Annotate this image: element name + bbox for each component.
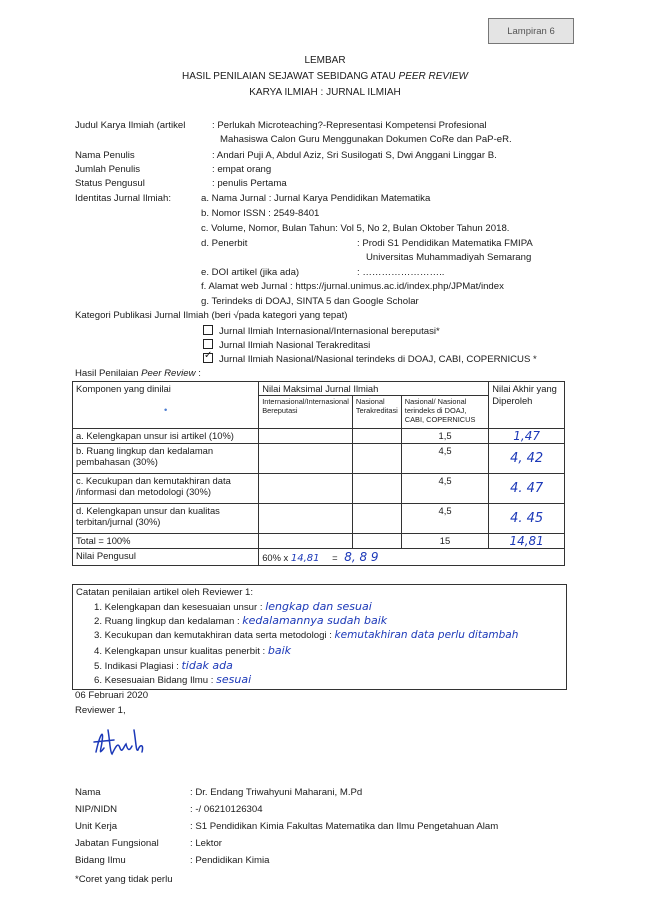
judul-label: Judul Karya Ilmiah (artikel [75,120,186,131]
title-line-3: KARYA ILMIAH : JURNAL ILMIAH [249,87,401,98]
catatan-item-1: 1. Kelengkapan dan kesesuaian unsur : lengkap dan sesuai [94,600,372,613]
nip-label: NIP/NIDN [75,804,118,815]
jabatan-label: Jabatan Fungsional [75,838,159,849]
lampiran-stamp: Lampiran 6 [488,18,574,44]
nip-value: : -/ 06210126304 [190,804,263,815]
signature-image [90,722,160,762]
checkbox-icon[interactable] [203,325,213,335]
header-nilai-akhir: Nilai Akhir yang Diperoleh [489,382,565,429]
penulis-value: : Andari Puji A, Abdul Aziz, Sri Susilogati S, Dwi Anggani Linggar B. [212,150,497,161]
header-komponen: Komponen yang dinilai • [73,382,259,429]
table-row: c. Kecukupan dan kemutakhiran data /informasi dan metodologi (30%) 4,5 4. 47 [73,474,565,504]
nama-label: Nama [75,787,101,798]
status-value: : penulis Pertama [212,178,287,189]
catatan-heading: Catatan penilaian artikel oleh Reviewer 1: [76,587,254,598]
judul-value-2: Mahasiswa Calon Guru Menggunakan Dokumen CoRe dan PaP-eR. [220,134,512,145]
table-row: b. Ruang lingkup dan kedalaman pembahasan (30%) 4,5 4, 42 [73,444,565,474]
judul-value-1: : Perlukah Microteaching?-Representasi Kompetensi Profesional [212,120,487,131]
footnote: *Coret yang tidak perlu [75,874,173,885]
catatan-item-5: 5. Indikasi Plagiasi : tidak ada [94,659,233,672]
penilaian-table [72,381,565,566]
catatan-item-4: 4. Kelengkapan unsur kualitas penerbit : baik [94,644,292,657]
bidang-value: : Pendidikan Kimia [190,855,270,866]
unit-value: : S1 Pendidikan Kimia Fakultas Matematika dan Ilmu Pengetahuan Alam [190,821,499,832]
title-line-2: HASIL PENILAIAN SEJAWAT SEBIDANG ATAU PEER REVIEW [181,71,468,82]
jurnal-d-value-1: : Prodi S1 Pendidikan Matematika FMIPA [357,238,533,249]
hasil-label: Hasil Penilaian Peer Review : [75,368,201,379]
date: 06 Februari 2020 [75,690,149,701]
bidang-label: Bidang Ilmu [75,855,126,866]
header-nilai-maksimal: Nilai Maksimal Jurnal Ilmiah [259,382,489,396]
table-row: a. Kelengkapan unsur isi artikel (10%) 1,5 1,47 [73,429,565,444]
jurnal-d-value-2: Universitas Muhammadiyah Semarang [366,252,532,263]
reviewer-label: Reviewer 1, [75,705,126,716]
jurnal-c: c. Volume, Nomor, Bulan Tahun: Vol 5, No 2, Bulan Oktober Tahun 2018. [201,223,510,234]
checked-checkbox-icon[interactable] [203,353,213,363]
title-line-1: LEMBAR [304,55,346,66]
table-row: d. Kelengkapan unsur dan kualitas terbitan/jurnal (30%) 4,5 4. 45 [73,504,565,534]
catatan-item-6: 6. Kesesuaian Bidang Ilmu : sesuai [94,673,252,686]
kategori-label: Kategori Publikasi Jurnal Ilmiah (beri √pada kategori yang tepat) [75,310,348,321]
jabatan-value: : Lektor [190,838,222,849]
catatan-item-2: 2. Ruang lingkup dan kedalaman : kedalamannya sudah baik [94,614,388,627]
header-nasional-terakreditasi: Nasional Terakreditasi [352,396,401,429]
jurnal-b: b. Nomor ISSN : 2549-8401 [201,208,320,219]
header-nasional-terindeks: Nasional/ Nasional terindeks di DOAJ, CABI, COPERNICUS [401,396,488,429]
status-label: Status Pengusul [75,178,145,189]
total-row: Total = 100% 15 14,81 [73,534,565,549]
jurnal-e-label: e. DOI artikel (jika ada) [201,267,300,278]
penulis-label: Nama Penulis [75,150,135,161]
kategori-option-1: Jurnal Ilmiah Internasional/Internasional bereputasi* [203,325,440,337]
kategori-option-3: ✓Jurnal Ilmiah Nasional/Nasional terindeks di DOAJ, CABI, COPERNICUS * [203,353,537,365]
kategori-option-2: Jurnal Ilmiah Nasional Terakreditasi [203,339,370,351]
jumlah-label: Jumlah Penulis [75,164,141,175]
header-internasional: Internasional/Internasional Bereputasi [259,396,353,429]
jurnal-d-label: d. Penerbit [201,238,248,249]
jurnal-g: g. Terindeks di DOAJ, SINTA 5 dan Google Scholar [201,296,419,307]
unit-label: Unit Kerja [75,821,118,832]
jurnal-e-value: : …………………….. [357,267,445,278]
pengusul-row: Nilai Pengusul 60% x 14,81 = 8, 8 9 [73,549,565,566]
checkbox-icon[interactable] [203,339,213,349]
jurnal-f: f. Alamat web Jurnal : https://jurnal.unimus.ac.id/index.php/JPMat/index [201,281,504,292]
catatan-item-3: 3. Kecukupan dan kemutakhiran data serta metodologi : kemutakhiran data perlu ditambah [94,629,519,641]
nama-value: : Dr. Endang Triwahyuni Maharani, M.Pd [190,787,363,798]
jumlah-value: : empat orang [212,164,272,175]
jurnal-a: a. Nama Jurnal : Jurnal Karya Pendidikan Matematika [201,193,431,204]
jurnal-label: Identitas Jurnal Ilmiah: [75,193,171,204]
